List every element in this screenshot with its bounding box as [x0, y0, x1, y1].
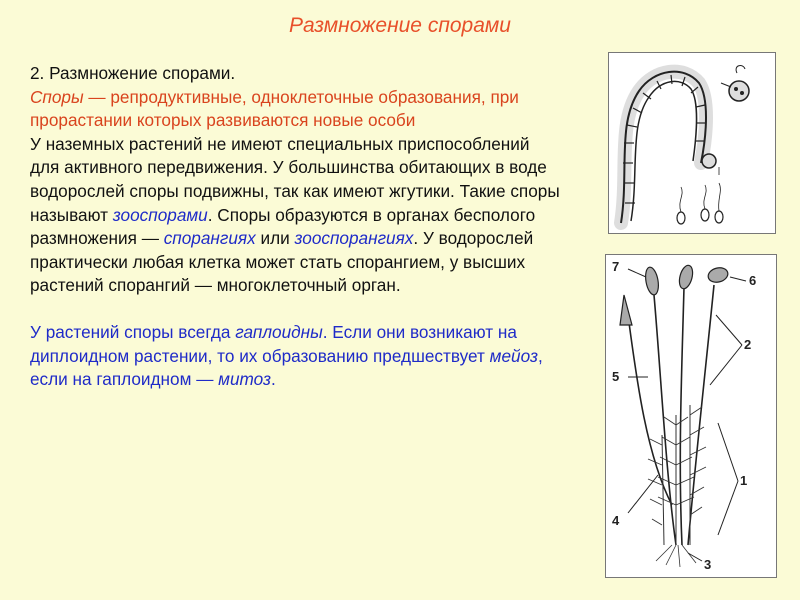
definition-text: — репродуктивные, одноклеточные образования, при прорастании которых развиваются новые особи — [30, 86, 519, 131]
text-fragment: или — [255, 228, 295, 249]
term-meiosis: мейоз — [489, 345, 538, 366]
definition-paragraph — [30, 86, 560, 133]
algae-zoospore-figure — [608, 52, 776, 234]
term-sporangia: спорангиях — [163, 228, 256, 249]
moss-sporangium-figure — [605, 254, 777, 578]
term-zoosporangia: зооспорангиях — [294, 228, 414, 249]
label-6: 6 — [749, 273, 757, 288]
section-heading: 2. Размножение спорами. — [30, 63, 236, 83]
text-fragment: . Споры образуются в органах бесполого размножения — — [30, 204, 536, 249]
label-3: 3 — [704, 557, 712, 572]
text-fragment: . — [270, 369, 276, 390]
text-fragment: . У водорослей практически любая клетка может стать спорангием, у высших растений спорангий — многоклеточный орган. — [30, 228, 534, 296]
slide-title: Размножение спорами — [289, 14, 511, 37]
text-fragment: У наземных растений не имеют специальных приспособлений для активного передвижения. У большинства обитающих в воде водорослей споры подвижны, так как имеют жгутики. Такие споры называют — [30, 133, 560, 225]
text-fragment: . Если они возникают на диплоидном растении, то их образованию предшествует — [30, 321, 517, 366]
label-5: 5 — [612, 369, 620, 384]
term-haploid: гаплоидны — [235, 321, 323, 342]
label-1: 1 — [740, 473, 748, 488]
paragraph-gap — [30, 298, 560, 321]
text-fragment: У растений споры всегда — [30, 321, 236, 342]
text-fragment: , если на гаплоидном — — [30, 345, 543, 390]
mobility-paragraph — [30, 133, 560, 298]
term-zoospores: зооспорами — [112, 204, 208, 225]
haploid-paragraph — [30, 321, 560, 392]
term-mitosis: митоз — [218, 369, 271, 390]
slide-body — [30, 62, 560, 392]
label-2: 2 — [744, 337, 752, 352]
term-spores: Споры — [30, 86, 84, 107]
label-7: 7 — [612, 259, 620, 274]
label-4: 4 — [612, 513, 620, 528]
